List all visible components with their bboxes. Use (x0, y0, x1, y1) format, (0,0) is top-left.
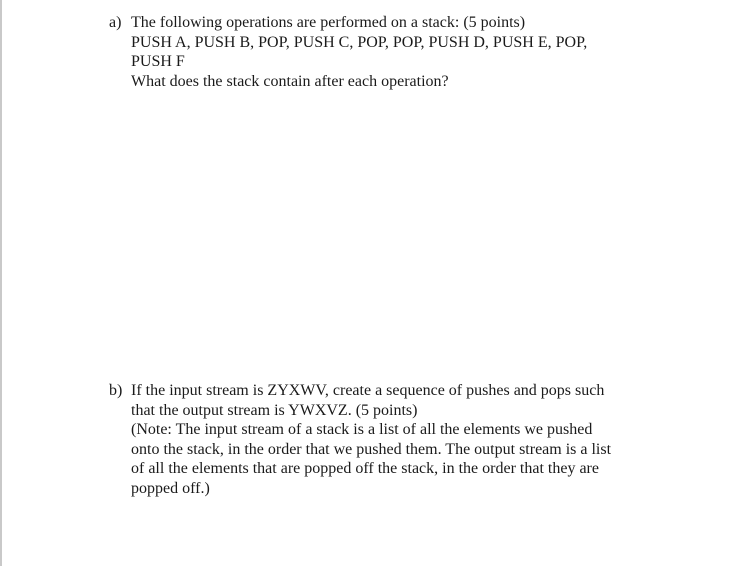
question-b-line-2: that the output stream is YWXVZ. (5 points) (131, 401, 418, 419)
question-a (109, 13, 669, 91)
question-b-line-6: popped off.) (131, 479, 210, 497)
question-a-line-2: PUSH A, PUSH B, POP, PUSH C, POP, POP, PUSH D, PUSH E, POP, (131, 33, 588, 51)
question-a-label: a) (109, 14, 122, 31)
question-a-line-3: PUSH F (131, 53, 185, 70)
question-a-line-4: What does the stack contain after each operation? (131, 72, 449, 90)
question-b-line-4: onto the stack, in the order that we pushed them. The output stream is a list (131, 440, 612, 458)
question-b-label: b) (109, 382, 123, 399)
question-b-line-5: of all the elements that are popped off the stack, in the order that they are (131, 460, 599, 477)
page-left-border (0, 0, 2, 566)
question-b (109, 381, 669, 498)
question-b-prompt: If the input stream is ZYXWV, create a sequence of pushes and pops such (131, 382, 605, 399)
question-b-line-1 (109, 381, 669, 401)
question-a-line-1 (109, 13, 669, 33)
question-b-line-3: (Note: The input stream of a stack is a list of all the elements we pushed (131, 421, 593, 438)
question-a-prompt: The following operations are performed on a stack: (5 points) (131, 14, 526, 31)
